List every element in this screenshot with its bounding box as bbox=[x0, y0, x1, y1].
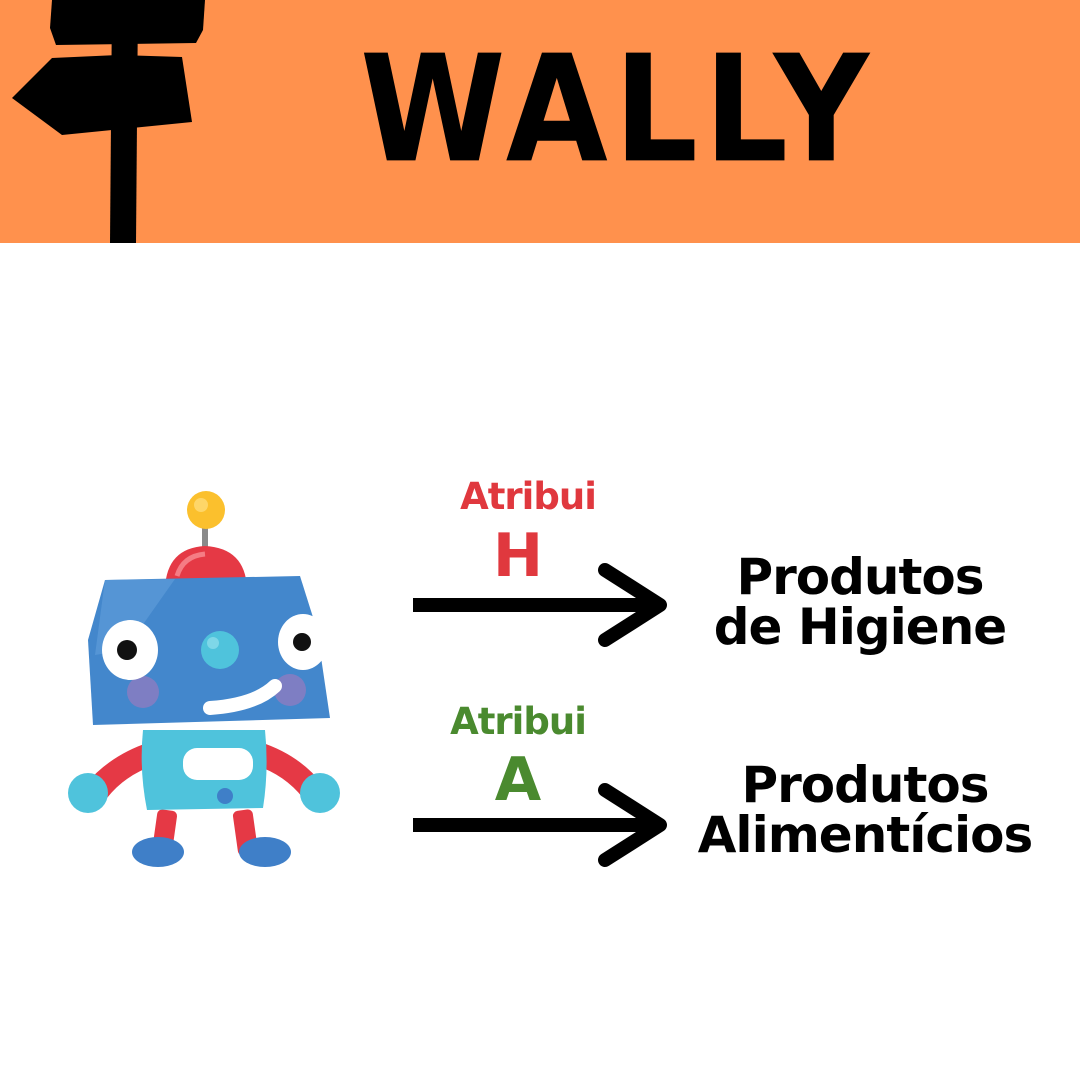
target-hygiene bbox=[660, 548, 1060, 656]
assign-letter-food: A bbox=[494, 745, 542, 815]
robot-illustration bbox=[55, 480, 355, 880]
assign-label-food: Atribui bbox=[450, 700, 586, 743]
arrow-right-icon bbox=[405, 560, 675, 650]
target-hygiene-line2: de Higiene bbox=[713, 598, 1007, 656]
assign-letter-hygiene: H bbox=[492, 521, 544, 591]
target-food-line1: Produtos bbox=[741, 756, 989, 814]
page-title: WALLY bbox=[360, 23, 876, 197]
arrow-right-icon bbox=[405, 780, 675, 870]
target-food-line2: Alimentícios bbox=[697, 806, 1033, 864]
signpost-icon bbox=[0, 0, 210, 243]
assign-label-hygiene: Atribui bbox=[460, 475, 596, 518]
target-food bbox=[665, 756, 1065, 864]
target-hygiene-line1: Produtos bbox=[736, 548, 984, 606]
header-banner bbox=[0, 0, 1080, 243]
